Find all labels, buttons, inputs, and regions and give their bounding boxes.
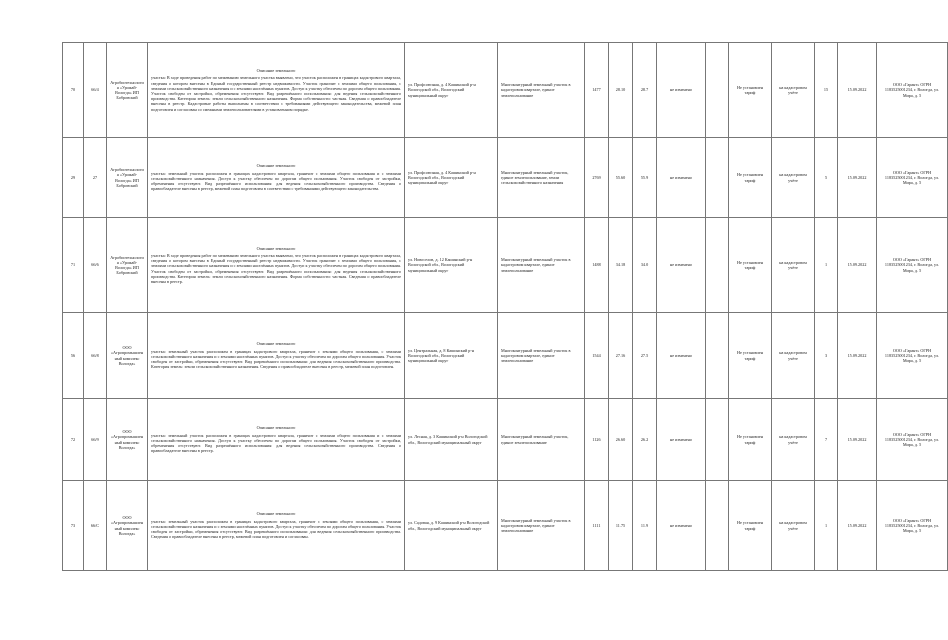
area-cell: 1111 — [585, 481, 609, 571]
owner-name: ООО «Агропромышленный комплекс Вологда» — [107, 399, 148, 481]
date-cell: 15.09.2022 — [838, 138, 877, 218]
table-row — [63, 43, 948, 138]
row-code: 66/6 — [84, 218, 107, 313]
ownership-cell: Многоконтурный земельный участок в кадастровом квартале, единое землепользование — [498, 481, 585, 571]
owner-name: Агробиотехнология «Урожай-Вологда» ИП Бобровский — [107, 138, 148, 218]
description-cell — [148, 43, 405, 138]
owner-name: ООО «Агропромышленный комплекс Вологда» — [107, 313, 148, 399]
tariff-cell: Не установлен тариф — [729, 138, 772, 218]
description-title: Описание земельного — [256, 68, 296, 74]
row-code: 66/8 — [84, 313, 107, 399]
value-cell-2: 26.2 — [633, 399, 657, 481]
description-cell — [148, 481, 405, 571]
ownership-cell: Многоконтурный земельный участок, единое землепользование — [498, 399, 585, 481]
area-cell: 1488 — [585, 218, 609, 313]
row-code: 66/4 — [84, 43, 107, 138]
organization-cell: ООО «Гарант» ОГРН 1183525001234, г. Вологда, ул. Мира, д. 5 — [877, 218, 948, 313]
row-code: 66/9 — [84, 399, 107, 481]
registration-cell: на кадастровом учёте — [772, 138, 815, 218]
address-cell: ул. Профсоюзная, д. 4 Кашинский р-н Вологодской обл., Вологодский муниципальный округ — [405, 43, 498, 138]
description-text: участка: земельный участок расположен в границах кадастрового квартала, граничит с землями общего пользования, с землями сельскохозяйственного назначения и с землями населённых пунктов. Доступ к участку обеспечен по дорогам общего пользования. Участок свободен от застройки, обременения отсутствуют. Вид разрешённого использования: для ведения сельскохозяйственного производства. Сведения о правообладателе внесены в реестр, межевой план подготовлен и согласован. — [151, 518, 401, 540]
count-cell: 1 — [815, 481, 838, 571]
description-title: Описание земельного — [256, 341, 296, 347]
organization-cell: ООО «Гарант» ОГРН 1183525001234, г. Вологда, ул. Мира, д. 5 — [877, 481, 948, 571]
ownership-cell: Многоконтурный земельный участок в кадастровом квартале, единое землепользование — [498, 218, 585, 313]
row-number: 72 — [63, 399, 84, 481]
description-text: участка: В ходе проведения работ по межеванию земельного участка выявлено, что участок расположен в границах кадастрового квартала, сведения о котором внесены в Единый государственный реестр недвижимости. Участок граничит с землями общего пользования, с землями сельскохозяйственного назначения и с землями населённых пунктов. Доступ к участку обеспечен по дорогам общего пользования. Участок свободен от застройки, обременения отсутствуют. Вид разрешённого использования: для ведения сельскохозяйственного производства. Категория земель: земли сельскохозяйственного назначения. Форма собственности: частная. Сведения о правообладателе внесены в реестр. — [151, 252, 402, 284]
empty-cell — [706, 481, 729, 571]
empty-cell — [706, 399, 729, 481]
row-number: 29 — [63, 138, 84, 218]
count-cell: 5 — [815, 138, 838, 218]
tariff-cell: Не установлен тариф — [729, 481, 772, 571]
table-row — [63, 399, 948, 481]
value-cell-2: 27.5 — [633, 313, 657, 399]
organization-cell: ООО «Гарант» ОГРН 1183525001234, г. Вологда, ул. Мира, д. 5 — [877, 399, 948, 481]
organization-cell: ООО «Гарант» ОГРН 1183525001234, г. Вологда, ул. Мира, д. 5 — [877, 313, 948, 399]
value-cell: 55.60 — [609, 138, 633, 218]
address-cell: ул. Лесная, д. 3 Кашинский р-н Вологодской обл., Вологодский муниципальный округ — [405, 399, 498, 481]
tariff-cell: Не установлен тариф — [729, 399, 772, 481]
value-cell: 28.10 — [609, 43, 633, 138]
description-text: участка: В ходе проведения работ по межеванию земельного участка выявлено, что участок расположен в границах кадастрового квартала, сведения о котором внесены в Единый государственный реестр недвижимости. Участок граничит с землями общего пользования, с землями сельскохозяйственного назначения и с землями населённых пунктов. Доступ к участку обеспечен по дорогам общего пользования. Участок свободен от застройки, обременения отсутствуют. Вид разрешённого использования: для ведения сельскохозяйственного производства. Категория земель: земли сельскохозяйственного назначения. Форма собственности: частная. Сведения о правообладателе внесены в реестр. Кадастровые работы выполнены в соответствии с требованиями действующего законодательства, межевой план подготовлен и согласован со смежными землепользователями в установленном порядке. — [151, 75, 402, 112]
date-cell: 15.09.2022 — [838, 43, 877, 138]
ownership-cell: Многоконтурный земельный участок в кадастровом квартале, единое землепользование — [498, 43, 585, 138]
table-row — [63, 481, 948, 571]
value-cell-2: 55.9 — [633, 138, 657, 218]
tariff-cell: Не установлен тариф — [729, 218, 772, 313]
row-number: 70 — [63, 43, 84, 138]
count-cell: 7 — [815, 399, 838, 481]
description-title: Описание земельного — [256, 511, 296, 517]
description-title: Описание земельного — [256, 425, 296, 431]
ownership-cell: Многоконтурный земельный участок, единое землепользование, земли сельскохозяйственного назначения — [498, 138, 585, 218]
empty-cell — [706, 138, 729, 218]
owner-name: Агробиотехнология «Урожай-Вологда» ИП Бобровский — [107, 43, 148, 138]
address-cell: ул. Центральная, д. 8 Кашинский р-н Вологодской обл., Вологодский муниципальный округ — [405, 313, 498, 399]
description-title: Описание земельного — [256, 245, 296, 251]
row-code: 27 — [84, 138, 107, 218]
value-cell: 11.75 — [609, 481, 633, 571]
ownership-cell: Многоконтурный земельный участок в кадастровом квартале, единое землепользование — [498, 313, 585, 399]
area-cell: 2769 — [585, 138, 609, 218]
empty-cell — [706, 218, 729, 313]
count-cell: 3 — [815, 313, 838, 399]
address-cell: ул. Садовая, д. 9 Кашинский р-н Вологодской обл., Вологодский муниципальный округ — [405, 481, 498, 571]
tariff-cell: Не установлен тариф — [729, 313, 772, 399]
empty-cell — [706, 313, 729, 399]
organization-cell: ООО «Гарант» ОГРН 1183525001234, г. Вологда, ул. Мира, д. 5 — [877, 138, 948, 218]
date-cell: 15.09.2022 — [838, 313, 877, 399]
registration-cell: на кадастровом учёте — [772, 481, 815, 571]
description-text: участка: земельный участок расположен в границах кадастрового квартала, граничит с землями общего пользования, с землями сельскохозяйственного назначения и с землями населённых пунктов. Доступ к участку обеспечен по дорогам общего пользования. Участок свободен от застройки, обременения отсутствуют. Вид разрешённого использования: для ведения сельскохозяйственного производства. Категория земель: земли сельскохозяйственного назначения. Сведения о правообладателе внесены в реестр, межевой план подготовлен. — [151, 348, 401, 370]
organization-cell: ООО «Гарант» ОГРН 1183525001234, г. Вологда, ул. Мира, д. 5 — [877, 43, 948, 138]
owner-name: Агробиотехнология «Урожай-Вологда» ИП Бобровский — [107, 218, 148, 313]
use-status-cell: не изменено — [657, 313, 706, 399]
registration-cell: на кадастровом учёте — [772, 313, 815, 399]
land-register-table — [62, 42, 948, 571]
row-code: 66/С — [84, 481, 107, 571]
area-cell: 1126 — [585, 399, 609, 481]
value-cell: 34.18 — [609, 218, 633, 313]
owner-name: ООО «Агропромышленный комплекс Вологда» — [107, 481, 148, 571]
address-cell: ул. Профсоюзная, д. 4 Кашинский р-н Вологодской обл., Вологодский муниципальный округ — [405, 138, 498, 218]
registration-cell: на кадастровом учёте — [772, 399, 815, 481]
row-number: 71 — [63, 218, 84, 313]
row-number: 56 — [63, 313, 84, 399]
description-cell — [148, 313, 405, 399]
registration-cell: на кадастровом учёте — [772, 43, 815, 138]
use-status-cell: не изменено — [657, 43, 706, 138]
value-cell-2: 28.7 — [633, 43, 657, 138]
tariff-cell: Не установлен тариф — [729, 43, 772, 138]
description-text: участка: земельный участок расположен в границах кадастрового квартала, граничит с землями общего пользования и с землями сельскохозяйственного назначения. Доступ к участку обеспечен по дорогам общего пользования. Участок свободен от застройки, обременения отсутствуют. Вид разрешённого использования: для ведения сельскохозяйственного производства. Сведения о правообладателе внесены в реестр, межевой план подготовлен в соответствии с требованиями действующего законодательства. — [151, 170, 401, 192]
registration-cell: на кадастровом учёте — [772, 218, 815, 313]
value-cell: 26.60 — [609, 399, 633, 481]
value-cell-2: 11.9 — [633, 481, 657, 571]
use-status-cell: не изменено — [657, 218, 706, 313]
table-row — [63, 313, 948, 399]
description-cell — [148, 399, 405, 481]
address-cell: ул. Новоселов, д. 12 Кашинский р-н Вологодской обл., Вологодский муниципальный округ — [405, 218, 498, 313]
description-title: Описание земельного — [256, 163, 296, 169]
value-cell: 27.16 — [609, 313, 633, 399]
date-cell: 15.09.2022 — [838, 218, 877, 313]
empty-cell — [706, 43, 729, 138]
date-cell: 15.09.2022 — [838, 399, 877, 481]
description-cell — [148, 138, 405, 218]
use-status-cell: не изменено — [657, 138, 706, 218]
count-cell: 15 — [815, 43, 838, 138]
table-row — [63, 218, 948, 313]
area-cell: 1477 — [585, 43, 609, 138]
count-cell: 1 — [815, 218, 838, 313]
row-number: 73 — [63, 481, 84, 571]
use-status-cell: не изменено — [657, 399, 706, 481]
table-row — [63, 138, 948, 218]
area-cell: 1544 — [585, 313, 609, 399]
date-cell: 15.09.2022 — [838, 481, 877, 571]
use-status-cell: не изменено — [657, 481, 706, 571]
description-cell — [148, 218, 405, 313]
description-text: участка: земельный участок расположен в границах кадастрового квартала, граничит с землями общего пользования и с землями сельскохозяйственного назначения. Доступ к участку обеспечен по дорогам общего пользования. Участок свободен от застройки, обременения отсутствуют. Вид разрешённого использования: для ведения сельскохозяйственного производства. Сведения о правообладателе внесены в реестр. — [151, 432, 401, 454]
value-cell-2: 34.0 — [633, 218, 657, 313]
